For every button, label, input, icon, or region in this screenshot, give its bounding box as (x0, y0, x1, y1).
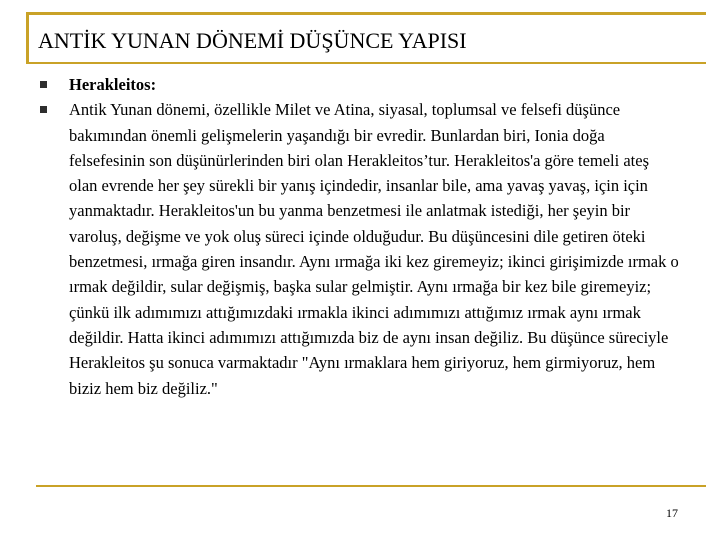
bullet-item (40, 97, 680, 401)
square-bullet-icon (40, 81, 47, 88)
slide-content (40, 72, 680, 401)
square-bullet-icon (40, 106, 47, 113)
slide-title: ANTİK YUNAN DÖNEMİ DÜŞÜNCE YAPISI (38, 28, 467, 53)
page-number: 17 (666, 506, 678, 520)
frame-top-rule (26, 12, 706, 15)
footer-rule (36, 485, 706, 487)
title-underline-rule (26, 62, 706, 64)
bullet-item (40, 72, 680, 97)
frame-left-rule (26, 12, 29, 64)
bullet-heading: Herakleitos: (69, 75, 157, 94)
bullet-text: Antik Yunan dönemi, özellikle Milet ve Atina, siyasal, toplumsal ve felsefi düşünce bakımından önemli gelişmelerin yaşandığı bir evredir. Bunlardan biri, Ionia doğa felsefesinin son düşünürlerinden biri olan Herakleitos’tur. Herakleitos'a göre temeli ateş olan evrende her şey sürekli bir yanış içindedir, insanlar bile, ama yavaş yavaş, için için yanmaktadır. Herakleitos'un bu yanma benzetmesi ile anlatmak istediği, her şeyin bir varoluş, değişme ve yok oluş süreci içinde olduğudur. Bu düşüncesini dile getiren öteki benzetmesi, ırmağa giren insandır. Aynı ırmağa iki kez giremeyiz; ikinci girişimizde ırmak o ırmak değildir, sular değişmiş, başka sular gelmiştir. Aynı ırmağa bir kez bile giremeyiz; çünkü ilk adımımızı attığımızdaki ırmakla ikinci adımımızı attığımız ırmak aynı ırmak değildir. Hatta ikinci adımımızı attığımızda biz de aynı insan değiliz. Bu düşünce süreciyle Herakleitos şu sonuca varmaktadır "Aynı ırmaklara hem giriyoruz, hem girmiyoruz, hem biziz hem biz değiliz." (69, 100, 679, 398)
